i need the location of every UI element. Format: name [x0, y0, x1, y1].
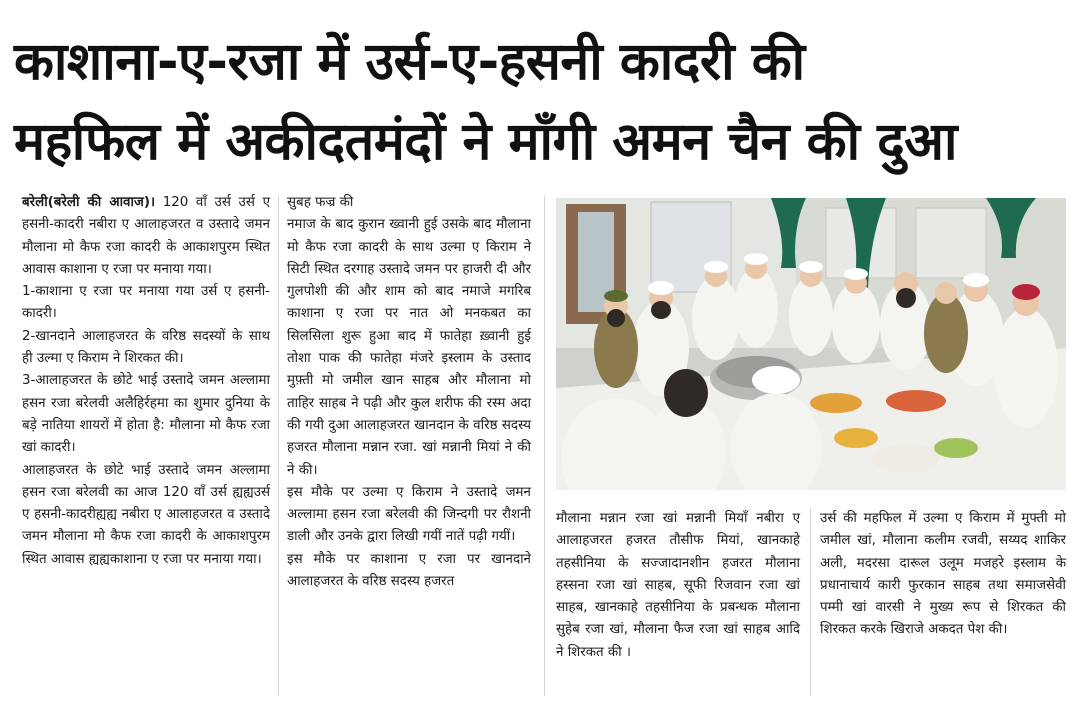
body-paragraph: आलाहजरत के छोटे भाई उस्तादे जमन अल्लामा हसन रजा बरेलवी का आज 120 वाँ उर्स ह्यह्यउर्स ए हसनी-कादरीह्यह्य नबीरा ए आलाहजरत व उस्तादे जमन मौलाना मो कैफ रजा कादरी के आकाशपुरम स्थित आवास ह्यह्यकाशाना ए रजा पर मनाया गया। — [22, 462, 270, 567]
body-paragraph: उर्स की महफिल में उल्मा ए किराम में मुफ्ती मो जमील खां, मौलाना कलीम रजवी, सय्यद शाकिर अली, मदरसा दारूल उलूम मजहरे इस्लाम के प्रधानाचार्य कारी फुरकान साहब तथा समाजसेवी पम्मी खां वारसी ने मुख्य रूप से शिरकत की शिरकत करके खिराजे अकदत पेश की। — [820, 511, 1066, 638]
body-paragraph: इस मौके पर उल्मा ए किराम ने उस्तादे जमन अल्लामा हसन रजा बरेलवी की जिन्दगी पर रौशनी डाली और उनके द्वारा लिखी गयीं नातें पढ़ी गयीं। — [287, 484, 531, 545]
headline-line-2: महफिल में अकीदतमंदों ने माँगी अमन चैन की दुआ — [14, 112, 957, 172]
lead-paragraph — [22, 192, 270, 281]
highlight-point-3: 3-आलाहजरत के छोटे भाई उस्तादे जमन अल्लामा हसन रजा बरेलवी अलैहिर्रहमा का शुमार दुनिया के बड़े नातिया शायरों में होता है: मौलाना मो कैफ रजा खां कादरी। — [22, 373, 270, 456]
body-paragraph: सुबह फज्र की — [287, 195, 354, 210]
article-column-1 — [22, 192, 270, 571]
article-column-2 — [287, 192, 531, 593]
article-column-3 — [556, 508, 800, 664]
column-divider — [544, 196, 545, 696]
body-paragraph: इस मौके पर काशाना ए रजा पर खानदाने आलाहजरत के वरिष्ठ सदस्य हजरत — [287, 551, 531, 590]
headline-line-1: काशाना-ए-रजा में उर्स-ए-हसनी कादरी की — [14, 32, 805, 92]
column-divider — [810, 508, 811, 696]
body-paragraph: मौलाना मन्नान रजा खां मन्नानी मियाँ नबीरा ए आलाहजरत हजरत तौसीफ मियां, खानकाहे तहसीनिया के सज्जादानशीन हजरत मौलाना हस्सना रजा खां साहब, सूफी रिजवान रजा खां साहब, खानकाहे तहसीनिया के प्रबन्धक मौलाना सुहेब रजा खां, मौलाना फैज रजा खां साहब आदि ने शिरकत की । — [556, 511, 800, 660]
highlight-point-2: 2-खानदाने आलाहजरत के वरिष्ठ सदस्यों के साथ ही उल्मा ए किराम ने शिरकत की। — [22, 328, 270, 367]
dateline: बरेली(बरेली की आवाज)। — [22, 195, 156, 210]
highlight-point-1: 1-काशाना ए रजा पर मनाया गया उर्स ए हसनी-कादरी। — [22, 284, 270, 322]
body-paragraph: नमाज के बाद कुरान ख्वानी हुई उसके बाद मौलाना मो कैफ रजा कादरी के साथ उल्मा ए किराम ने सिटी स्थित दरगाह उस्तादे जमन पर हाजरी दी और गुलपोशी की और शाम को बाद नमाजे मगरिब काशाना ए रजा पर नात ओ मनकबत का सिलसिला शुरू हुआ बाद में फातेहा ख़्वानी हुई तोशा पाक की फातेहा मंजरे इस्लाम के उस्ताद मुफ़्ती मो जमील खान साहब और मौलाना मो ताहिर साहब ने पढ़ी और कुल शरीफ की रस्म अदा की गयी दुआ आलाहजरत खानदान के वरिष्ठ सदस्य हजरत मौलाना मन्नान रजा. खां मन्नानी मियां ने की ने की। — [287, 217, 531, 478]
column-divider — [278, 196, 279, 696]
lead-text: 120 वाँ उर्स उर्स ए हसनी-कादरी नबीरा ए आलाहजरत व उस्तादे जमन मौलाना मो कैफ रजा कादरी के आकाशपुरम स्थित आवास काशाना ए रजा पर मनाया गया। — [22, 195, 270, 277]
event-photo — [556, 198, 1066, 490]
article-column-4 — [820, 508, 1066, 642]
